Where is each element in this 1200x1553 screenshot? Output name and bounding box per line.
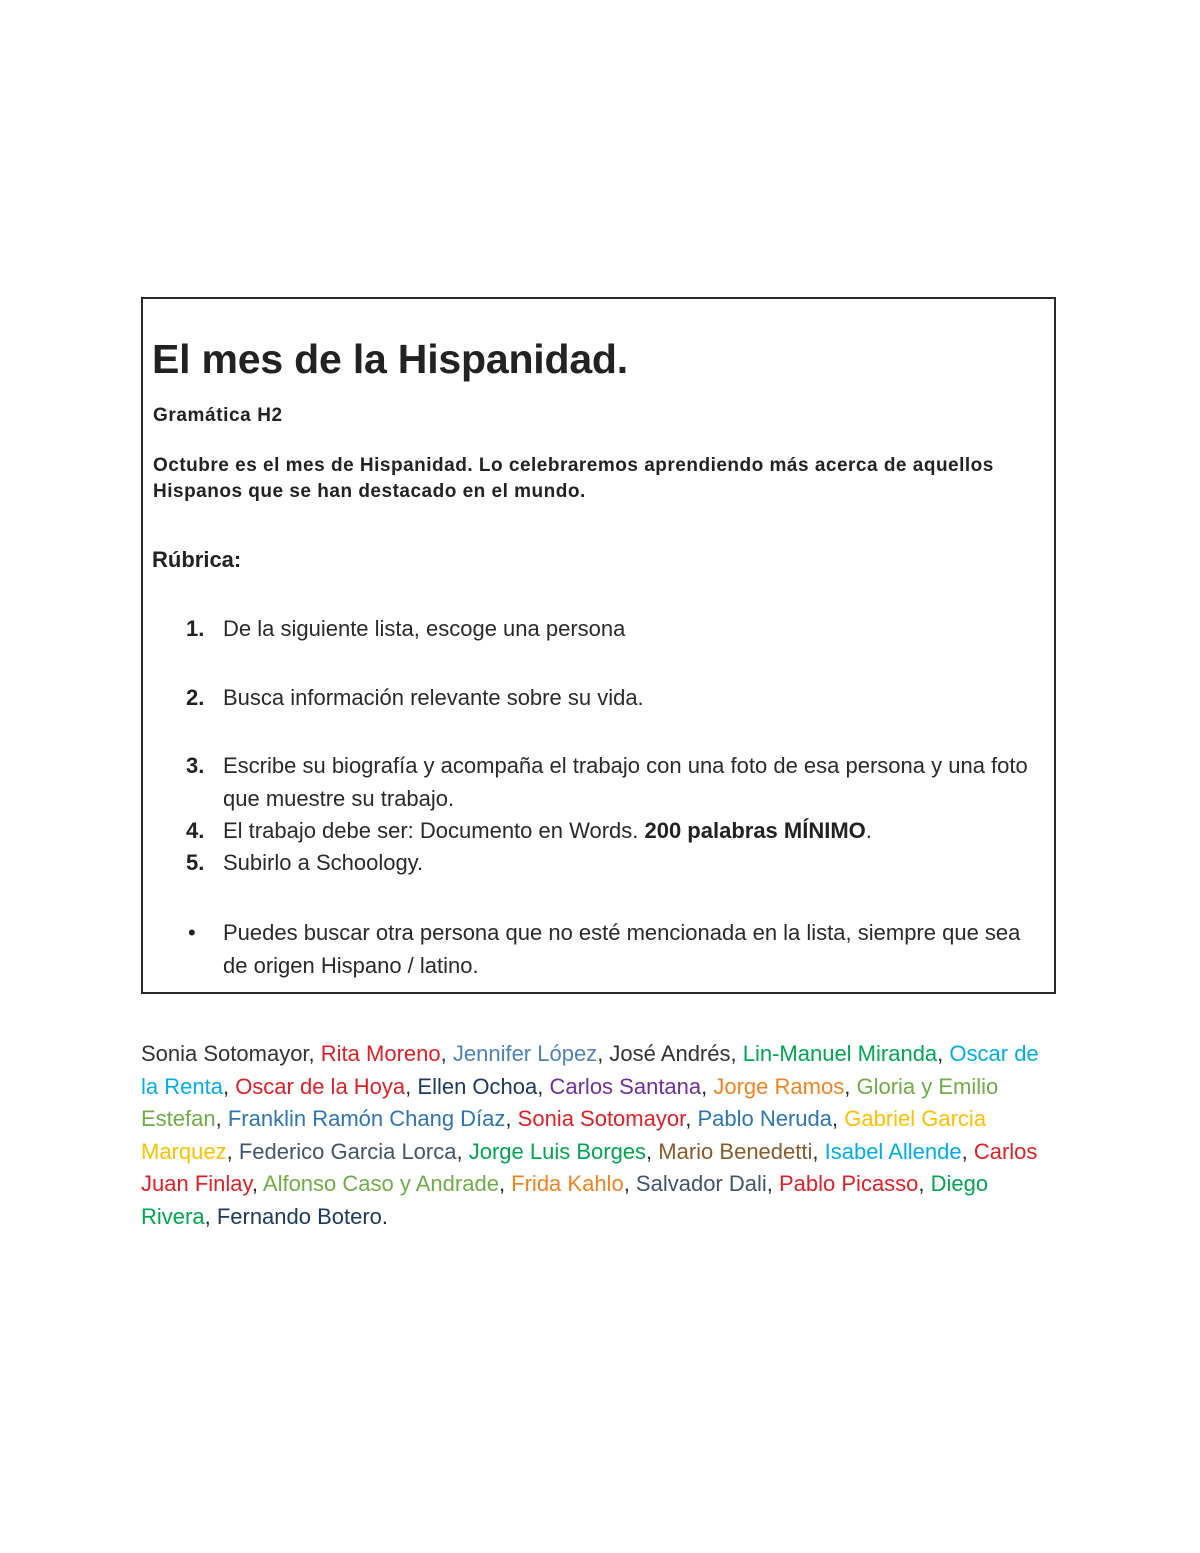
- rubric-step-5: [186, 847, 1046, 880]
- step-text: Subirlo a Schoology.: [223, 850, 424, 875]
- person-name: Diego Rivera: [141, 1171, 989, 1229]
- person-name: Fernando Botero: [216, 1203, 382, 1229]
- person-name: Oscar de la Hoya: [235, 1073, 406, 1099]
- step-number: 2.: [186, 685, 205, 710]
- person-name: Federico Garcia Lorca: [238, 1138, 457, 1164]
- step-number: 1.: [186, 616, 205, 641]
- intro-paragraph: Octubre es el mes de Hispanidad. Lo celebraremos aprendiendo más acerca de aquellos Hispanos que se han destacado en el mundo.: [153, 455, 994, 502]
- person-name: Lin-Manuel Miranda: [742, 1041, 938, 1066]
- step-text-end: .: [865, 818, 872, 843]
- step-number: 5.: [186, 850, 205, 875]
- person-name: Jorge Ramos: [713, 1073, 845, 1099]
- name-separator: ,: [597, 1041, 610, 1066]
- name-separator: ,: [215, 1106, 228, 1131]
- name-separator: ,: [646, 1138, 659, 1164]
- name-separator: ,: [812, 1138, 825, 1164]
- person-name: Pablo Picasso: [779, 1171, 919, 1196]
- assignment-box: [141, 297, 1056, 994]
- rubric-heading: Rúbrica:: [152, 547, 242, 572]
- person-name: Jorge Luis Borges: [468, 1138, 647, 1164]
- name-separator: ,: [685, 1106, 698, 1131]
- step-text: De la siguiente lista, escoge una persona: [223, 616, 626, 641]
- person-name: Sonia Sotomayor: [517, 1106, 686, 1131]
- name-separator: ,: [405, 1073, 418, 1099]
- hispanic-figures-list: [141, 1038, 1061, 1233]
- name-separator: ,: [456, 1138, 469, 1164]
- step-number: 4.: [186, 818, 205, 843]
- minimum-words-emphasis: 200 palabras MÍNIMO: [644, 818, 866, 843]
- note-item: [186, 917, 1046, 982]
- name-separator: ,: [537, 1073, 550, 1099]
- subtitle: Gramática H2: [153, 405, 283, 426]
- step-number: 3.: [186, 753, 205, 778]
- name-separator: ,: [623, 1171, 636, 1196]
- person-name: Jennifer López: [452, 1041, 598, 1066]
- person-name: Oscar de la Renta: [141, 1041, 1039, 1099]
- name-separator: ,: [844, 1073, 857, 1099]
- note-text: Puedes buscar otra persona que no esté mencionada en la lista, siempre que sea de origen Hispano / latino.: [223, 920, 1021, 978]
- person-name: Rita Moreno: [320, 1041, 441, 1066]
- name-separator: ,: [831, 1106, 845, 1131]
- page-title: El mes de la Hispanidad.: [152, 336, 628, 382]
- name-separator: ,: [505, 1106, 518, 1131]
- person-name: Alfonso Caso y Andrade: [262, 1171, 499, 1196]
- rubric-step-3: [186, 750, 1046, 815]
- name-separator: ,: [498, 1171, 512, 1196]
- name-separator: ,: [937, 1041, 950, 1066]
- name-separator: ,: [961, 1138, 974, 1164]
- name-separator: ,: [222, 1073, 236, 1099]
- rubric-step-1: [186, 613, 1046, 646]
- person-name: Sonia Sotomayor: [141, 1041, 309, 1066]
- person-name: Carlos Juan Finlay: [141, 1138, 1038, 1196]
- name-separator: .: [381, 1203, 389, 1229]
- name-separator: ,: [308, 1041, 321, 1066]
- step-text-plain: El trabajo debe ser: Documento en Words.: [223, 818, 645, 843]
- name-separator: ,: [251, 1171, 263, 1196]
- step-text: Escribe su biografía y acompaña el trabajo con una foto de esa persona y una foto que muestre su trabajo.: [223, 753, 1028, 811]
- name-separator: ,: [204, 1203, 217, 1229]
- person-name: Mario Benedetti: [658, 1138, 813, 1164]
- rubric-step-2: [186, 682, 1046, 715]
- person-name: Gabriel Garcia Marquez: [141, 1106, 987, 1164]
- name-separator: ,: [440, 1041, 453, 1066]
- person-name: Pablo Neruda: [697, 1106, 832, 1131]
- person-name: Frida Kahlo: [511, 1171, 624, 1196]
- name-separator: ,: [730, 1041, 743, 1066]
- step-text: [223, 815, 1046, 848]
- name-separator: ,: [226, 1138, 239, 1164]
- person-name: Ellen Ochoa: [417, 1073, 538, 1099]
- name-separator: ,: [766, 1171, 779, 1196]
- bullet-icon: •: [188, 920, 196, 945]
- step-text: Busca información relevante sobre su vida.: [223, 685, 644, 710]
- name-separator: ,: [701, 1073, 714, 1099]
- person-name: Carlos Santana: [549, 1073, 702, 1099]
- person-name: José Andrés: [609, 1041, 731, 1066]
- rubric-step-4: [186, 815, 1046, 848]
- person-name: Gloria y Emilio Estefan: [141, 1073, 999, 1131]
- name-separator: ,: [918, 1171, 931, 1196]
- person-name: Isabel Allende: [824, 1138, 962, 1164]
- person-name: Franklin Ramón Chang Díaz: [227, 1106, 506, 1131]
- person-name: Salvador Dali: [635, 1171, 767, 1196]
